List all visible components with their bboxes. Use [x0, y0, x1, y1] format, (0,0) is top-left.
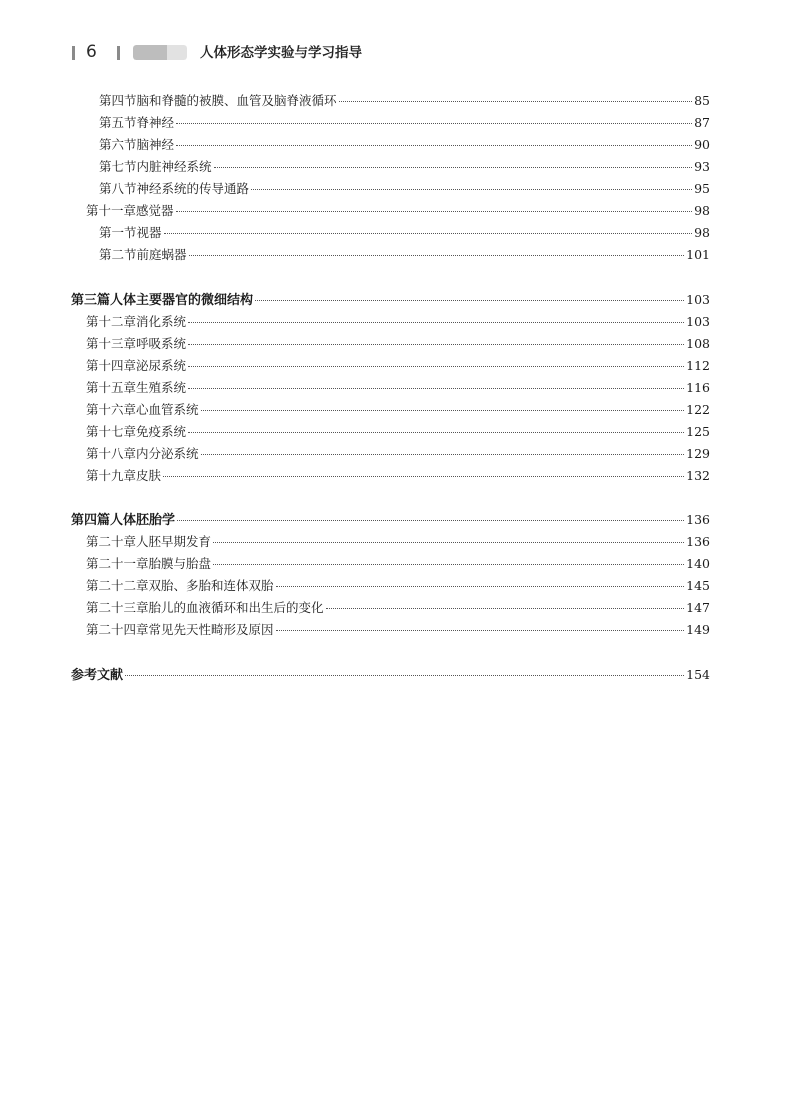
toc-references-entry[interactable] [71, 664, 710, 686]
toc-entry-page: 85 [694, 93, 710, 108]
toc-chapter-entry[interactable] [86, 377, 710, 399]
toc-entry-title: 脑神经 [136, 137, 175, 152]
leader-dots [201, 454, 685, 455]
toc-entry-title: 呼吸系统 [136, 336, 187, 351]
leader-dots [255, 300, 684, 301]
toc-chapter-entry[interactable] [86, 200, 710, 222]
toc-entry-label: 第八节 [99, 181, 137, 196]
toc-chapter-entry[interactable] [86, 597, 710, 619]
toc-entry-page: 103 [686, 292, 710, 307]
leader-dots [276, 586, 685, 587]
leader-dots [188, 388, 684, 389]
toc-chapter-entry[interactable] [86, 465, 710, 487]
leader-dots [189, 255, 685, 256]
leader-dots [214, 167, 693, 168]
toc-chapter-entry[interactable] [86, 355, 710, 377]
toc-entry[interactable] [99, 244, 710, 266]
header-decoration [133, 45, 187, 60]
toc-entry-page: 132 [686, 468, 710, 483]
toc-entry-page: 125 [686, 424, 710, 439]
toc-entry-label: 第十四章 [86, 358, 137, 373]
toc-entry-title: 双胎、多胎和连体双胎 [148, 578, 274, 593]
leader-dots [188, 366, 684, 367]
toc-entry[interactable] [99, 90, 710, 112]
running-header [0, 40, 800, 68]
toc-entry-label: 第二十章 [86, 534, 137, 549]
toc-part-heading[interactable] [71, 289, 710, 311]
toc-entry-label: 第七节 [99, 159, 137, 174]
leader-dots [339, 101, 693, 102]
toc-entry-label: 第十七章 [86, 424, 137, 439]
toc-entry-label: 第二十二章 [86, 578, 149, 593]
toc-entry-page: 154 [686, 667, 710, 682]
leader-dots [176, 123, 692, 124]
toc-entry-page: 112 [686, 358, 710, 373]
toc-entry-page: 122 [686, 402, 710, 417]
leader-dots [125, 675, 684, 676]
toc-entry-page: 108 [686, 336, 710, 351]
toc-part-heading[interactable] [71, 509, 710, 531]
toc-entry-page: 129 [686, 446, 710, 461]
toc-entry-label: 第一节 [99, 225, 137, 240]
toc-entry-label: 第二节 [99, 247, 137, 262]
toc-entry-label: 第五节 [99, 115, 137, 130]
toc-entry-page: 93 [694, 159, 710, 174]
toc-entry-title: 内脏神经系统 [136, 159, 212, 174]
leader-dots [188, 432, 684, 433]
page-number: 6 [86, 42, 97, 62]
toc-entry-label: 第十二章 [86, 314, 137, 329]
toc-chapter-entry[interactable] [86, 399, 710, 421]
toc-entry-label: 第二十一章 [86, 556, 149, 571]
toc-entry-title: 前庭蜗器 [136, 247, 187, 262]
toc-references-label: 参考文献 [71, 668, 124, 683]
toc-entry-label: 第六节 [99, 137, 137, 152]
toc-part-label: 第三篇 [71, 293, 111, 308]
toc-entry-title: 神经系统的传导通路 [136, 181, 250, 196]
toc-entry[interactable] [99, 112, 710, 134]
leader-dots [201, 410, 685, 411]
leader-dots [213, 564, 684, 565]
toc-chapter-entry[interactable] [86, 421, 710, 443]
toc-entry-title: 内分泌系统 [136, 446, 199, 461]
leader-dots [251, 189, 692, 190]
toc-entry-title: 泌尿系统 [136, 358, 187, 373]
toc-entry-label: 第二十四章 [86, 622, 149, 637]
toc-entry-title: 人胚早期发育 [136, 534, 212, 549]
toc-entry-label: 第十六章 [86, 402, 137, 417]
header-divider-left [72, 46, 75, 60]
leader-dots [163, 476, 684, 477]
toc-chapter-entry[interactable] [86, 619, 710, 641]
toc-chapter-entry[interactable] [86, 333, 710, 355]
toc-entry-title: 脑和脊髓的被膜、血管及脑脊液循环 [136, 93, 337, 108]
toc-part-label: 第四篇 [71, 513, 111, 528]
toc-entry-page: 101 [686, 247, 710, 262]
toc-entry-page: 145 [686, 578, 710, 593]
toc-entry-label: 第十一章 [86, 203, 137, 218]
toc-entry-title: 心血管系统 [136, 402, 199, 417]
toc-entry-page: 116 [686, 380, 710, 395]
leader-dots [188, 344, 684, 345]
toc-entry-title: 消化系统 [136, 314, 187, 329]
toc-entry-label: 第十五章 [86, 380, 137, 395]
toc-entry-title: 脊神经 [136, 115, 175, 130]
toc-entry-page: 136 [686, 512, 710, 527]
toc-entry-title: 胎膜与胎盘 [148, 556, 212, 571]
toc-entry-label: 第十九章 [86, 468, 137, 483]
toc-chapter-entry[interactable] [86, 553, 710, 575]
toc-entry-title: 生殖系统 [136, 380, 187, 395]
toc-entry-label: 第十八章 [86, 446, 137, 461]
toc-entry-label: 第四节 [99, 93, 137, 108]
leader-dots [326, 608, 685, 609]
toc-chapter-entry[interactable] [86, 311, 710, 333]
toc-entry-title: 常见先天性畸形及原因 [148, 622, 274, 637]
toc-entry-title: 皮肤 [136, 468, 162, 483]
toc-chapter-entry[interactable] [86, 531, 710, 553]
toc-entry-page: 149 [686, 622, 710, 637]
leader-dots [176, 211, 693, 212]
leader-dots [188, 322, 684, 323]
header-divider-right [117, 46, 120, 60]
toc-chapter-entry[interactable] [86, 443, 710, 465]
toc-entry-page: 136 [686, 534, 710, 549]
toc-entry-page: 140 [686, 556, 710, 571]
toc-entry-title: 视器 [136, 225, 162, 240]
toc-entry-page: 147 [686, 600, 710, 615]
leader-dots [176, 145, 692, 146]
toc-part-title: 人体主要器官的微细结构 [110, 293, 254, 308]
book-title: 人体形态学实验与学习指导 [200, 45, 362, 61]
leader-dots [213, 542, 684, 543]
toc-entry-page: 90 [694, 137, 710, 152]
toc-part-title: 人体胚胎学 [110, 513, 176, 528]
toc-entry[interactable] [99, 156, 710, 178]
toc-entry[interactable] [99, 178, 710, 200]
toc-entry-title: 免疫系统 [136, 424, 187, 439]
toc-entry-page: 87 [694, 115, 710, 130]
toc-entry-page: 95 [694, 181, 710, 196]
toc-entry[interactable] [99, 222, 710, 244]
toc-chapter-entry[interactable] [86, 575, 710, 597]
toc-entry-title: 感觉器 [136, 203, 174, 218]
toc-entry-page: 98 [694, 203, 710, 218]
toc-entry-page: 98 [694, 225, 710, 240]
toc-entry[interactable] [99, 134, 710, 156]
leader-dots [177, 520, 684, 521]
toc-entry-title: 胎儿的血液循环和出生后的变化 [148, 600, 324, 615]
toc-entry-label: 第二十三章 [86, 600, 149, 615]
toc-entry-page: 103 [686, 314, 710, 329]
leader-dots [276, 630, 685, 631]
leader-dots [164, 233, 693, 234]
toc-entry-label: 第十三章 [86, 336, 137, 351]
